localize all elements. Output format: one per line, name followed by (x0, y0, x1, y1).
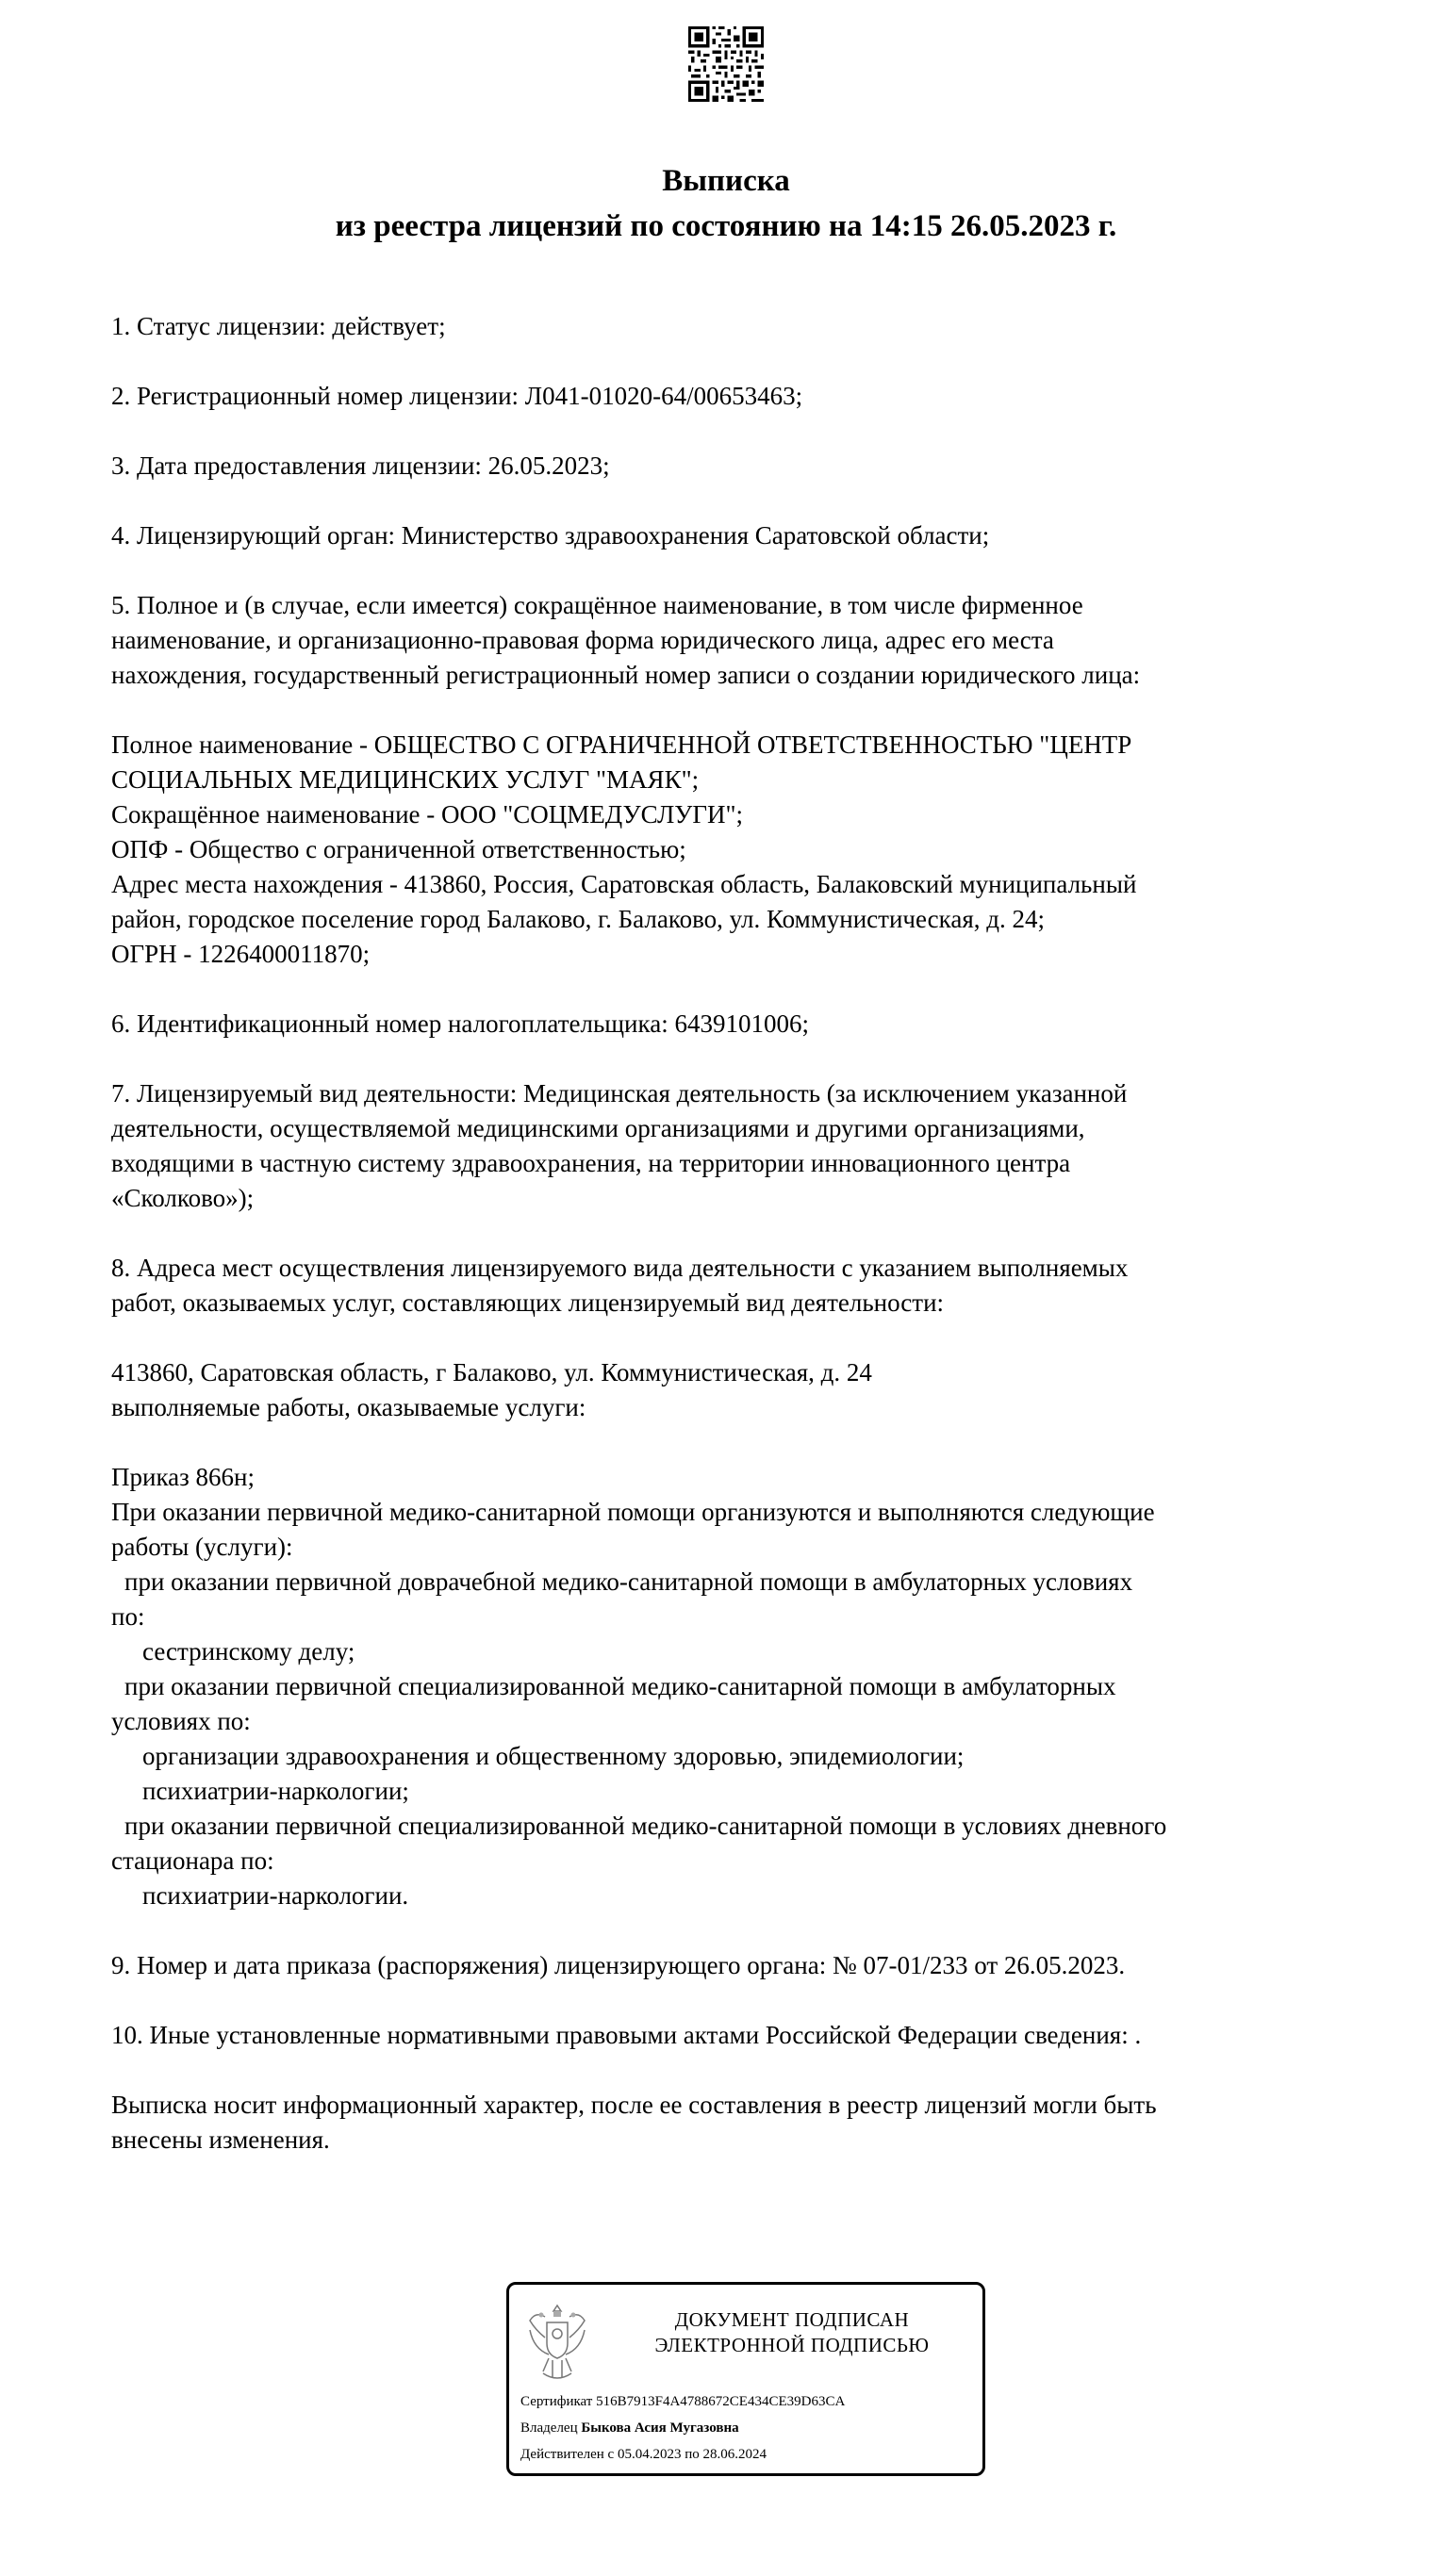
item-4-authority: 4. Лицензирующий орган: Министерство здравоохранения Саратовской области; (111, 521, 990, 550)
service-item: сестринскому делу; (142, 1637, 355, 1665)
service-group: при оказании первичной доврачебной медико-санитарной помощи в амбулаторных условиях (124, 1567, 1133, 1596)
service-item: психиатрии-наркологии. (142, 1881, 409, 1910)
owner-line (520, 2419, 739, 2437)
stamp-heading-line: ЭЛЕКТРОННОЙ ПОДПИСЬЮ (654, 2334, 930, 2356)
order-ref: Приказ 866н; (111, 1463, 256, 1491)
full-name-line: СОЦИАЛЬНЫХ МЕДИЦИНСКИХ УСЛУГ "МАЯК"; (111, 765, 700, 794)
owner-label: Владелец (520, 2420, 578, 2436)
address-line: район, городское поселение город Балаково, г. Балаково, ул. Коммунистическая, д. 24; (111, 905, 1045, 933)
text-line: Выписка носит информационный характер, после ее составления в реестр лицензий могли быть (111, 2091, 1157, 2119)
text-line: работ, оказываемых услуг, составляющих лицензируемый вид деятельности: (111, 1288, 945, 1317)
activity-address (111, 1355, 1337, 1425)
address-line: Адрес места нахождения - 413860, Россия, Саратовская область, Балаковский муниципальный (111, 870, 1137, 898)
item-7-activity (111, 1076, 1337, 1216)
disclaimer-note (111, 2088, 1337, 2158)
text-line: работы (услуги): (111, 1533, 293, 1561)
service-group: при оказании первичной специализированной медико-санитарной помощи в амбулаторных (124, 1672, 1116, 1700)
text-line: по: (111, 1602, 145, 1631)
legal-form: ОПФ - Общество с ограниченной ответственностью; (111, 835, 686, 863)
text-line: условиях по: (111, 1707, 251, 1735)
certificate-value: 516B7913F4A4788672CE434CE39D63CA (596, 2394, 846, 2409)
text-line: входящими в частную систему здравоохранения, на территории инновационного центра (111, 1149, 1071, 1177)
text-line: 5. Полное и (в случае, если имеется) сокращённое наименование, в том числе фирменное (111, 591, 1083, 619)
item-3-date: 3. Дата предоставления лицензии: 26.05.2023; (111, 451, 610, 480)
ogrn: ОГРН - 1226400011870; (111, 940, 371, 968)
signature-stamp (506, 2282, 985, 2476)
text-line: нахождения, государственный регистрационный номер записи о создании юридического лица: (111, 661, 1141, 689)
item-5-heading (111, 588, 1337, 693)
validity-line: Действителен с 05.04.2023 по 28.06.2024 (520, 2447, 767, 2462)
text-line: деятельности, осуществляемой медицинскими организациями и другими организациями, (111, 1114, 1085, 1142)
document-body (111, 309, 1337, 2158)
document-title (0, 158, 1452, 249)
full-name-line: Полное наименование - ОБЩЕСТВО С ОГРАНИЧЕННОЙ ОТВЕТСТВЕННОСТЬЮ "ЦЕНТР (111, 730, 1132, 759)
text-line: 8. Адреса мест осуществления лицензируемого вида деятельности с указанием выполняемых (111, 1254, 1129, 1282)
service-item: психиатрии-наркологии; (142, 1777, 409, 1805)
text-line: 413860, Саратовская область, г Балаково, ул. Коммунистическая, д. 24 (111, 1358, 872, 1386)
services-list (111, 1460, 1337, 1913)
item-2-reg-number: 2. Регистрационный номер лицензии: Л041-01020-64/00653463; (111, 382, 803, 410)
certificate-line (520, 2392, 845, 2411)
title-line-2: из реестра лицензий по состоянию на 14:15 26.05.2023 г. (335, 209, 1117, 243)
item-8-places (111, 1251, 1337, 1321)
item-10-other: 10. Иные установленные нормативными правовыми актами Российской Федерации сведения: . (111, 2021, 1142, 2049)
service-item: организации здравоохранения и общественному здоровью, эпидемиологии; (142, 1742, 965, 1770)
qr-code (688, 26, 764, 102)
text-line: наименование, и организационно-правовая форма юридического лица, адрес его места (111, 626, 1054, 654)
item-9-order: 9. Номер и дата приказа (распоряжения) лицензирующего органа: № 07-01/233 от 26.05.2023. (111, 1951, 1126, 1979)
text-line: 7. Лицензируемый вид деятельности: Медицинская деятельность (за исключением указанной (111, 1079, 1128, 1108)
certificate-label: Сертификат (520, 2394, 593, 2409)
owner-value: Быкова Асия Мугазовна (581, 2420, 739, 2436)
text-line: стационара по: (111, 1846, 274, 1875)
service-group: при оказании первичной специализированной медико-санитарной помощи в условиях дневного (124, 1812, 1167, 1840)
stamp-heading-line: ДОКУМЕНТ ПОДПИСАН (674, 2308, 910, 2331)
item-6-inn: 6. Идентификационный номер налогоплательщика: 6439101006; (111, 1009, 809, 1038)
text-line: внесены изменения. (111, 2125, 330, 2154)
short-name: Сокращённое наименование - ООО "СОЦМЕДУСЛУГИ"; (111, 800, 744, 829)
title-line-1: Выписка (662, 164, 790, 198)
text-line: При оказании первичной медико-санитарной помощи организуются и выполняются следующие (111, 1498, 1155, 1526)
text-line: «Сколково»); (111, 1184, 255, 1212)
stamp-heading (622, 2307, 962, 2358)
text-line: выполняемые работы, оказываемые услуги: (111, 1393, 586, 1421)
coat-of-arms-icon (524, 2302, 590, 2387)
item-1-status: 1. Статус лицензии: действует; (111, 312, 446, 340)
organization-details (111, 728, 1337, 972)
